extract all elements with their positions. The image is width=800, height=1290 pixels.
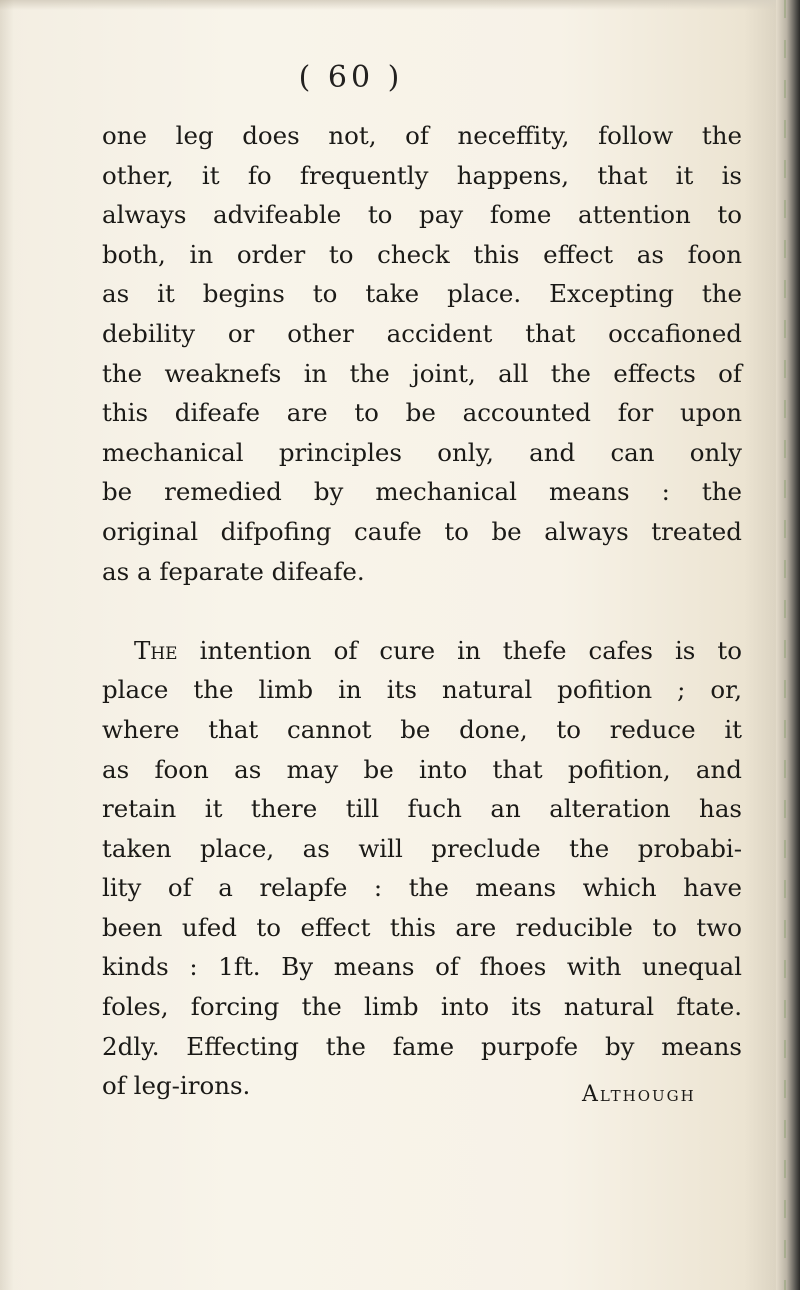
text-line: one leg does not, of neceffity, follow the [102, 121, 742, 150]
text-line: always advifeable to pay fome attention to [102, 200, 742, 230]
text-line: taken place, as will preclude the probabi- [102, 833, 742, 863]
paragraph-gap [102, 591, 742, 631]
text-line: both, in order to check this effect as foon [102, 239, 742, 269]
left-page-crease [0, 0, 14, 1290]
text-line: be remedied by mechanical means : the [102, 477, 742, 507]
paragraph-1 [102, 116, 742, 591]
text-line: original difpofing caufe to be always treated [102, 516, 742, 546]
page-edge-binding [776, 0, 800, 1290]
page-number: ( 60 ) [298, 60, 404, 95]
text-line: mechanical principles only, and can only [102, 437, 742, 467]
text-line: kinds : 1ft. By means of fhoes with unequal [102, 952, 742, 982]
text-line: place the limb in its natural pofition ; or, [102, 675, 742, 705]
top-page-shadow [0, 0, 800, 10]
paragraph-lead-word: The [134, 635, 178, 665]
catchword: Although [582, 1082, 696, 1107]
text-line-first [102, 631, 742, 671]
text-line: the weaknefs in the joint, all the effects of [102, 358, 742, 388]
text-line: 2dly. Effecting the fame purpofe by means [102, 1031, 742, 1061]
text-line: as it begins to take place. Excepting the [102, 279, 742, 309]
text-line: foles, forcing the limb into its natural ftate. [102, 992, 742, 1022]
text-line: lity of a relapfe : the means which have [102, 873, 742, 903]
paragraph-2 [102, 631, 742, 1106]
text-line: where that cannot be done, to reduce it [102, 714, 742, 744]
text-line: been ufed to effect this are reducible to two [102, 912, 742, 942]
text-line: retain it there till fuch an alteration has [102, 794, 742, 824]
text-line: debility or other accident that occafioned [102, 318, 742, 348]
body-text [102, 116, 742, 1106]
text-line: as foon as may be into that pofition, and [102, 754, 742, 784]
text-line: this difeafe are to be accounted for upon [102, 398, 742, 428]
text-line: as a feparate difeafe. [102, 556, 365, 586]
text-line: of leg-irons. [102, 1071, 251, 1101]
text-line: other, it fo frequently happens, that it is [102, 160, 742, 190]
paragraph-first-line-rest: intention of cure in thefe cafes is to [199, 635, 742, 665]
